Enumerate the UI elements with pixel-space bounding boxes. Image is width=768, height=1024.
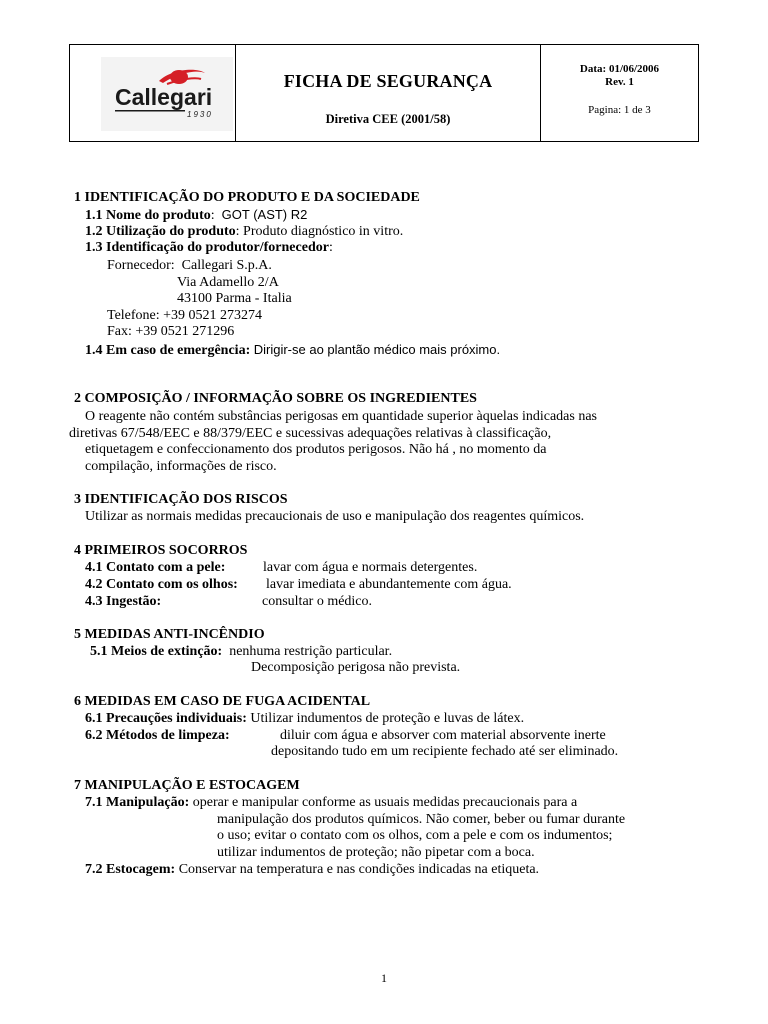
item-1-4-label: 1.4 Em caso de emergência: — [85, 343, 251, 358]
section-2-heading: 2 COMPOSIÇÃO / INFORMAÇÃO SOBRE OS INGREDIENTES — [74, 391, 477, 406]
meta-cell — [541, 45, 698, 141]
document-date: Data: 01/06/2006 — [579, 63, 660, 75]
item-7-1 — [85, 795, 577, 812]
item-1-2-label: 1.2 Utilização do produto — [85, 224, 236, 239]
item-4-2-value: lavar imediata e abundantemente com água. — [266, 577, 512, 592]
supplier-name: Callegari S.p.A. — [181, 258, 272, 273]
item-4-3-label: 4.3 Ingestão: — [85, 594, 162, 609]
item-1-3-label: 1.3 Identificação do produtor/fornecedor — [85, 240, 329, 255]
item-5-1 — [90, 644, 392, 661]
document-revision: Rev. 1 — [605, 76, 634, 88]
item-6-1 — [85, 711, 524, 728]
item-6-1-value: Utilizar indumentos de proteção e luvas de látex. — [250, 711, 525, 726]
item-6-1-label: 6.1 Precauções individuais: — [85, 711, 247, 726]
section-2-line-4: compilação, informações de risco. — [85, 459, 277, 474]
document-subtitle: Diretiva CEE (2001/58) — [325, 112, 451, 126]
supplier-fax: Fax: +39 0521 271296 — [107, 324, 235, 339]
item-7-1-label: 7.1 Manipulação: — [85, 795, 190, 810]
item-4-1-label: 4.1 Contato com a pele: — [85, 560, 226, 575]
document-header — [69, 44, 699, 142]
title-cell — [236, 45, 541, 141]
item-6-2-value-2: depositando tudo em um recipiente fechado até ser eliminado. — [271, 744, 619, 759]
item-7-2-label: 7.2 Estocagem: — [85, 862, 176, 877]
supplier-address-1: Via Adamello 2/A — [177, 275, 279, 290]
section-4-heading: 4 PRIMEIROS SOCORROS — [74, 543, 248, 558]
item-6-2-value: diluir com água e absorver com material absorvente inerte — [280, 728, 606, 743]
item-1-1-sep: : — [210, 208, 215, 223]
item-5-1-value-2: Decomposição perigosa não prevista. — [251, 660, 461, 675]
supplier-line — [107, 258, 272, 275]
section-2-line-2: diretivas 67/548/EEC e 88/379/EEC e sucessivas adequações relativas à classificação, — [69, 426, 552, 441]
section-3-line-1: Utilizar as normais medidas precaucionais de uso e manipulação dos reagentes químicos. — [85, 509, 585, 524]
item-7-2-value: Conservar na temperatura e nas condições indicadas na etiqueta. — [178, 862, 540, 877]
item-1-1-label: 1.1 Nome do produto — [85, 208, 211, 223]
item-1-1-value: GOT (AST) R2 — [221, 207, 308, 222]
callegari-logo — [101, 57, 233, 131]
item-1-4 — [85, 342, 500, 360]
document-page-info: Pagina: 1 de 3 — [588, 104, 651, 116]
item-4-1-value: lavar com água e normais detergentes. — [263, 560, 478, 575]
item-1-3 — [85, 240, 333, 257]
section-2-line-1: O reagente não contém substâncias perigosas em quantidade superior àquelas indicadas nas — [85, 409, 597, 424]
supplier-address-2: 43100 Parma - Italia — [177, 291, 292, 306]
section-7-heading: 7 MANIPULAÇÃO E ESTOCAGEM — [74, 778, 300, 793]
item-1-4-value: Dirigir-se ao plantão médico mais próximo. — [253, 342, 501, 357]
item-6-2-label: 6.2 Métodos de limpeza: — [85, 728, 230, 743]
section-3-heading: 3 IDENTIFICAÇÃO DOS RISCOS — [74, 492, 288, 507]
item-5-1-label: 5.1 Meios de extinção: — [90, 644, 223, 659]
document-title: FICHA DE SEGURANÇA — [283, 71, 493, 91]
item-1-1 — [85, 207, 307, 225]
logo-graphic — [101, 57, 233, 131]
supplier-label: Fornecedor: — [107, 258, 175, 273]
item-5-1-value: nenhuma restrição particular. — [229, 644, 393, 659]
item-7-1-value: operar e manipular conforme as usuais medidas precaucionais para a — [192, 795, 578, 810]
item-4-3-value: consultar o médico. — [262, 594, 373, 609]
section-6-heading: 6 MEDIDAS EM CASO DE FUGA ACIDENTAL — [74, 694, 371, 709]
logo-year: 1930 — [187, 110, 213, 119]
section-5-heading: 5 MEDIDAS ANTI-INCÊNDIO — [74, 627, 265, 642]
item-1-2 — [85, 224, 403, 241]
section-1-heading: 1 IDENTIFICAÇÃO DO PRODUTO E DA SOCIEDADE — [74, 190, 420, 205]
logo-cell — [70, 45, 236, 141]
item-7-1-value-3: o uso; evitar o contato com os olhos, com a pele e com os indumentos; — [217, 828, 613, 843]
item-7-2 — [85, 862, 539, 879]
item-4-2-label: 4.2 Contato com os olhos: — [85, 577, 238, 592]
page-number: 1 — [381, 971, 387, 985]
supplier-phone: Telefone: +39 0521 273274 — [107, 308, 263, 323]
item-1-2-value: : Produto diagnóstico in vitro. — [235, 224, 404, 239]
item-7-1-value-2: manipulação dos produtos químicos. Não comer, beber ou fumar durante — [217, 812, 626, 827]
item-7-1-value-4: utilizar indumentos de proteção; não pipetar com a boca. — [217, 845, 535, 860]
section-2-line-3: etiquetagem e confeccionamento dos produtos perigosos. Não há , no momento da — [85, 442, 547, 457]
item-1-3-value: : — [328, 240, 333, 255]
logo-text: Callegari — [115, 84, 213, 110]
